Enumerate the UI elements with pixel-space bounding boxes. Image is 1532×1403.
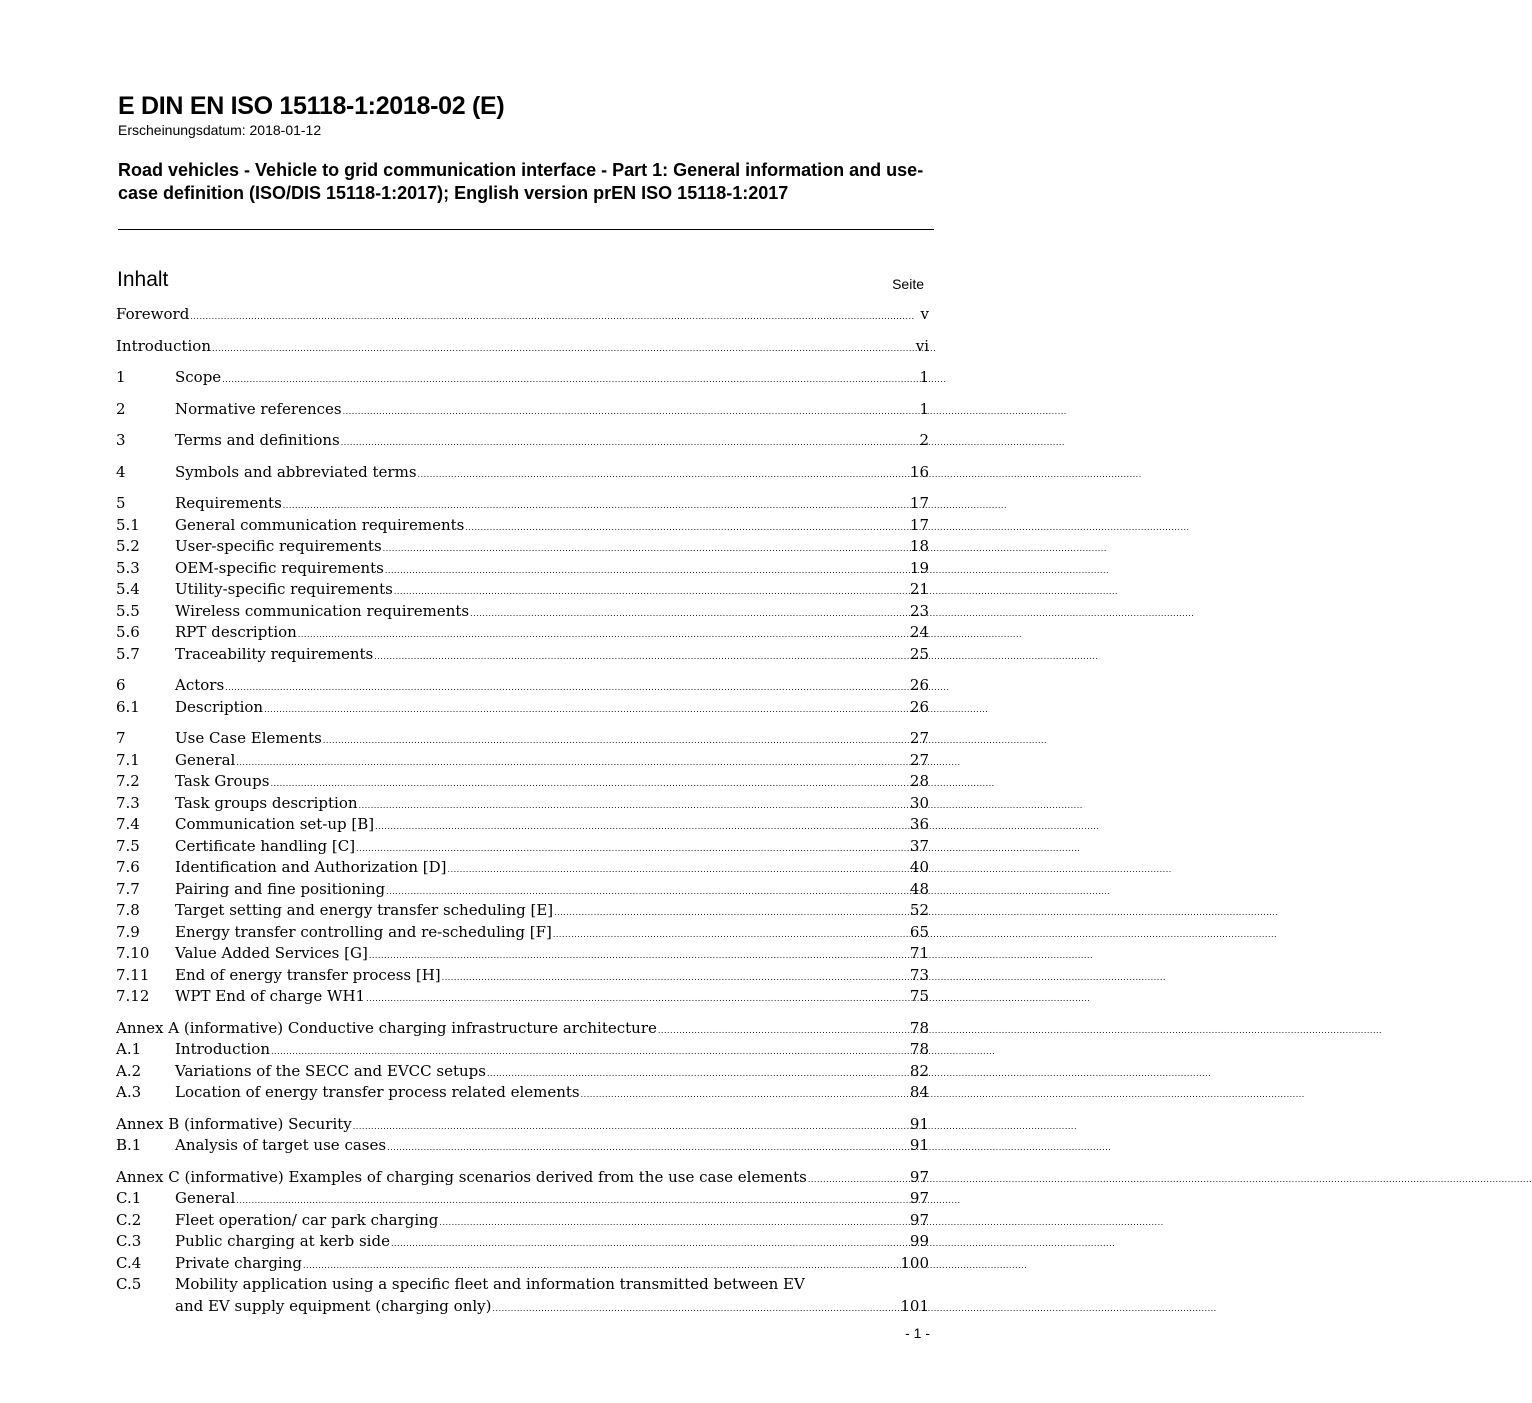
toc-entry-page: 18: [909, 537, 929, 555]
toc-entry-number: C.2: [116, 1211, 142, 1229]
toc-dot-leader: [366, 987, 909, 1005]
toc-entry-title: Description: [175, 698, 264, 716]
toc-dot-leader: [386, 880, 909, 898]
toc-entry[interactable]: [116, 698, 929, 719]
toc-entry-title: WPT End of charge WH1: [175, 987, 366, 1005]
toc-entry-number: A.1: [116, 1040, 142, 1058]
toc-entry-page: 36: [909, 815, 929, 833]
toc-entry[interactable]: [116, 337, 929, 358]
toc-entry-title: Identification and Authorization [D]: [175, 858, 447, 876]
toc-entry-number: 7.10: [116, 944, 150, 962]
toc-entry[interactable]: [116, 1019, 929, 1040]
toc-page-label: Seite: [892, 276, 924, 292]
toc-entry[interactable]: [116, 772, 929, 793]
toc-entry-page: 21: [909, 580, 929, 598]
toc-entry[interactable]: [116, 794, 929, 815]
toc-dot-leader: [353, 1115, 909, 1133]
document-title: E DIN EN ISO 15118-1:2018-02 (E): [118, 92, 505, 120]
toc-entry-number: 7: [116, 729, 126, 747]
toc-entry[interactable]: [116, 1136, 929, 1157]
toc-dot-leader: [343, 400, 919, 418]
toc-entry-number: 5: [116, 494, 126, 512]
toc-dot-leader: [236, 1189, 909, 1207]
toc-entry-page: 37: [909, 837, 929, 855]
toc-dot-leader: [394, 580, 909, 598]
toc-entry-page: 91: [909, 1115, 929, 1133]
toc-entry-title: Introduction: [175, 1040, 270, 1058]
toc-dot-leader: [383, 537, 909, 555]
toc-entry[interactable]: [116, 305, 929, 326]
document-subtitle: Road vehicles - Vehicle to grid communication interface - Part 1: General information and use-case definition (ISO/DIS 15118-1:2017); English version prEN ISO 15118-1:2017: [118, 160, 924, 203]
toc-entry-title: Use Case Elements: [175, 729, 322, 747]
toc-entry[interactable]: [116, 966, 929, 987]
toc-dot-leader: [387, 1136, 909, 1154]
toc-entry-title: Task groups description: [175, 794, 358, 812]
toc-entry[interactable]: [116, 1115, 929, 1136]
toc-entry-title: Utility-specific requirements: [175, 580, 393, 598]
toc-entry-number: C.3: [116, 1232, 142, 1250]
toc-entry-number: 7.11: [116, 966, 150, 984]
toc-entry[interactable]: [116, 837, 929, 858]
toc-entry-number: 1: [116, 368, 126, 386]
toc-entry-number: 7.3: [116, 794, 140, 812]
toc-entry-number: 7.8: [116, 901, 140, 919]
toc-dot-leader: [190, 305, 919, 323]
toc-dot-leader: [303, 1254, 899, 1272]
toc-entry-title: User-specific requirements: [175, 537, 382, 555]
toc-entry-page: 78: [909, 1019, 929, 1037]
toc-entry-page: 71: [909, 944, 929, 962]
toc-entry-number: 7.5: [116, 837, 140, 855]
toc-entry-page: 84: [909, 1083, 929, 1101]
toc-entry-number: 6: [116, 676, 126, 694]
toc-entry-title: Pairing and fine positioning: [175, 880, 386, 898]
toc-entry-number: 5.6: [116, 623, 140, 641]
toc-dot-leader: [271, 1040, 909, 1058]
toc-entry-number: A.3: [116, 1083, 142, 1101]
toc-entry-page: 24: [909, 623, 929, 641]
toc-entry-number: 5.4: [116, 580, 140, 598]
toc-entry[interactable]: [116, 880, 929, 901]
toc-entry-page: 19: [909, 559, 929, 577]
toc-entry[interactable]: [116, 602, 929, 623]
toc-entry-page: 40: [909, 858, 929, 876]
toc-entry-number: 7.4: [116, 815, 140, 833]
toc-entry[interactable]: [116, 729, 929, 750]
toc-dot-leader: [323, 729, 909, 747]
toc-entry-title: End of energy transfer process [H]: [175, 966, 441, 984]
toc-entry-page: 65: [909, 923, 929, 941]
toc-entry[interactable]: [116, 431, 929, 452]
toc-entry-title: General communication requirements: [175, 516, 465, 534]
toc-entry[interactable]: [116, 676, 929, 697]
toc-entry-title: RPT description: [175, 623, 297, 641]
toc-heading: Inhalt: [117, 268, 169, 291]
toc-entry-title: General: [175, 751, 236, 769]
toc-entry-title: Annex C (informative) Examples of charging scenarios derived from the use case elements: [116, 1168, 807, 1186]
toc-dot-leader: [442, 966, 909, 984]
toc-entry-title: Wireless communication requirements: [175, 602, 470, 620]
toc-entry-page: 27: [909, 729, 929, 747]
page-number: - 1 -: [905, 1325, 930, 1341]
toc-entry-title: Energy transfer controlling and re-scheduling [F]: [175, 923, 552, 941]
toc-entry-page: 27: [909, 751, 929, 769]
toc-entry[interactable]: [116, 987, 929, 1008]
toc-entry-page: 101: [900, 1297, 929, 1315]
toc-entry[interactable]: [116, 751, 929, 772]
toc-dot-leader: [487, 1062, 909, 1080]
toc-entry-number: 5.1: [116, 516, 140, 534]
toc-dot-leader: [222, 368, 918, 386]
toc-entry-number: C.5: [116, 1275, 142, 1293]
toc-entry[interactable]: [116, 368, 929, 389]
toc-dot-leader: [212, 337, 915, 355]
toc-dot-leader: [283, 494, 909, 512]
toc-entry-title: Requirements: [175, 494, 282, 512]
toc-entry-number: 7.12: [116, 987, 150, 1005]
toc-entry-page: 75: [909, 987, 929, 1005]
toc-entry-page: 28: [909, 772, 929, 790]
toc-entry-title: General: [175, 1189, 236, 1207]
toc-entry-page: 52: [909, 901, 929, 919]
toc-dot-leader: [298, 623, 909, 641]
header-divider: [118, 229, 934, 230]
toc-entry[interactable]: [116, 623, 929, 644]
toc-entry-page: 100: [900, 1254, 929, 1272]
toc-entry-number: 5.5: [116, 602, 140, 620]
toc-entry-number: 7.6: [116, 858, 140, 876]
toc-entry-number: 6.1: [116, 698, 140, 716]
toc-entry-title: and EV supply equipment (charging only): [175, 1297, 492, 1315]
toc-entry-title: Normative references: [175, 400, 342, 418]
toc-entry-page: v: [920, 305, 929, 323]
toc-dot-leader: [448, 858, 909, 876]
toc-entry-page: 82: [909, 1062, 929, 1080]
toc-entry-page: vi: [915, 337, 929, 355]
toc-entry[interactable]: [116, 901, 929, 922]
toc-dot-leader: [391, 1232, 909, 1250]
toc-dot-leader: [470, 602, 909, 620]
toc-entry-number: 5.2: [116, 537, 140, 555]
toc-dot-leader: [385, 559, 909, 577]
toc-entry-title: Annex B (informative) Security: [116, 1115, 352, 1133]
toc-entry-title: Terms and definitions: [175, 431, 340, 449]
toc-entry-title: Private charging: [175, 1254, 302, 1272]
toc-entry-page: 91: [909, 1136, 929, 1154]
toc-entry[interactable]: [116, 580, 929, 601]
toc-entry-number: A.2: [116, 1062, 142, 1080]
toc-entry-title: Target setting and energy transfer scheduling [E]: [175, 901, 554, 919]
toc-entry[interactable]: [116, 1297, 929, 1318]
toc-entry[interactable]: [116, 1040, 929, 1061]
toc-entry[interactable]: [116, 1254, 929, 1275]
toc-entry-title: Fleet operation/ car park charging: [175, 1211, 439, 1229]
toc-entry-page: 26: [909, 698, 929, 716]
toc-entry-page: 16: [909, 463, 929, 481]
toc-entry-page: 25: [909, 645, 929, 663]
toc-entry-page: 97: [909, 1211, 929, 1229]
toc-dot-leader: [270, 772, 908, 790]
toc-entry-page: 30: [909, 794, 929, 812]
toc-dot-leader: [374, 645, 909, 663]
toc-entry-number: 3: [116, 431, 126, 449]
toc-entry-page: 97: [909, 1168, 929, 1186]
toc-entry-number: 4: [116, 463, 126, 481]
toc-entry-page: 97: [909, 1189, 929, 1207]
toc-dot-leader: [554, 901, 909, 919]
toc-entry-page: 23: [909, 602, 929, 620]
toc-entry[interactable]: [116, 1275, 929, 1296]
publication-date: Erscheinungsdatum: 2018-01-12: [118, 122, 322, 138]
toc-dot-leader: [808, 1168, 909, 1186]
toc-entry-page: 26: [909, 676, 929, 694]
toc-entry[interactable]: [116, 463, 929, 484]
toc-dot-leader: [493, 1297, 900, 1315]
toc-entry[interactable]: [116, 516, 929, 537]
toc-entry[interactable]: [116, 645, 929, 666]
toc-entry-title: Traceability requirements: [175, 645, 374, 663]
toc-entry[interactable]: [116, 1232, 929, 1253]
toc-dot-leader: [341, 431, 919, 449]
toc-dot-leader: [581, 1083, 909, 1101]
toc-entry-page: 1: [919, 368, 929, 386]
toc-entry-title: Actors: [175, 676, 225, 694]
toc-entry-number: C.1: [116, 1189, 142, 1207]
toc-entry-title: Introduction: [116, 337, 211, 355]
toc-entry[interactable]: [116, 944, 929, 965]
toc-entry-number: 2: [116, 400, 126, 418]
toc-entry-title: Task Groups: [175, 772, 270, 790]
toc-entry-number: 7.7: [116, 880, 140, 898]
toc-entry-title: Scope: [175, 368, 222, 386]
toc-entry-page: 2: [919, 431, 929, 449]
toc-entry-number: B.1: [116, 1136, 142, 1154]
toc-entry[interactable]: [116, 537, 929, 558]
toc-entry[interactable]: [116, 1189, 929, 1210]
toc-dot-leader: [439, 1211, 908, 1229]
toc-entry-page: 73: [909, 966, 929, 984]
toc-entry-title: Analysis of target use cases: [175, 1136, 387, 1154]
toc-entry[interactable]: [116, 923, 929, 944]
toc-entry-title: Variations of the SECC and EVCC setups: [175, 1062, 486, 1080]
toc-entry-number: 5.3: [116, 559, 140, 577]
toc-entry-number: 7.2: [116, 772, 140, 790]
toc-entry-title: OEM-specific requirements: [175, 559, 384, 577]
toc-entry[interactable]: [116, 1083, 929, 1104]
toc-entry-title: Foreword: [116, 305, 190, 323]
toc-entry[interactable]: [116, 559, 929, 580]
toc-entry-title: Mobility application using a specific fleet and information transmitted between EV: [175, 1275, 805, 1293]
toc-entry-number: C.4: [116, 1254, 142, 1272]
toc-entry-number: 7.9: [116, 923, 140, 941]
toc-entry[interactable]: [116, 1062, 929, 1083]
toc-entry-number: 5.7: [116, 645, 140, 663]
toc-entry-title: Value Added Services [G]: [175, 944, 368, 962]
toc-dot-leader: [225, 676, 909, 694]
toc-dot-leader: [553, 923, 909, 941]
toc-entry-page: 78: [909, 1040, 929, 1058]
toc-entry-title: Public charging at kerb side: [175, 1232, 390, 1250]
toc-dot-leader: [418, 463, 909, 481]
toc-entry[interactable]: [116, 858, 929, 879]
toc-entry-page: 17: [909, 494, 929, 512]
toc-dot-leader: [359, 794, 909, 812]
toc-dot-leader: [356, 837, 909, 855]
toc-entry[interactable]: [116, 1168, 929, 1189]
toc-entry[interactable]: [116, 400, 929, 421]
toc-entry-page: 17: [909, 516, 929, 534]
toc-entry-page: 1: [919, 400, 929, 418]
toc-dot-leader: [658, 1019, 909, 1037]
toc-entry-title: Communication set-up [B]: [175, 815, 375, 833]
toc-dot-leader: [236, 751, 909, 769]
toc-entry-page: 48: [909, 880, 929, 898]
toc-dot-leader: [465, 516, 909, 534]
toc-entry-title: Annex A (informative) Conductive charging infrastructure architecture: [116, 1019, 657, 1037]
toc-entry[interactable]: [116, 1211, 929, 1232]
toc-entry[interactable]: [116, 494, 929, 515]
toc-entry-title: Certificate handling [C]: [175, 837, 356, 855]
toc-dot-leader: [264, 698, 909, 716]
toc-entry-title: Location of energy transfer process related elements: [175, 1083, 580, 1101]
toc-entry[interactable]: [116, 815, 929, 836]
toc-entry-number: 7.1: [116, 751, 140, 769]
toc-dot-leader: [369, 944, 909, 962]
toc-dot-leader: [375, 815, 909, 833]
toc-entry-page: 99: [909, 1232, 929, 1250]
toc-entry-title: Symbols and abbreviated terms: [175, 463, 417, 481]
